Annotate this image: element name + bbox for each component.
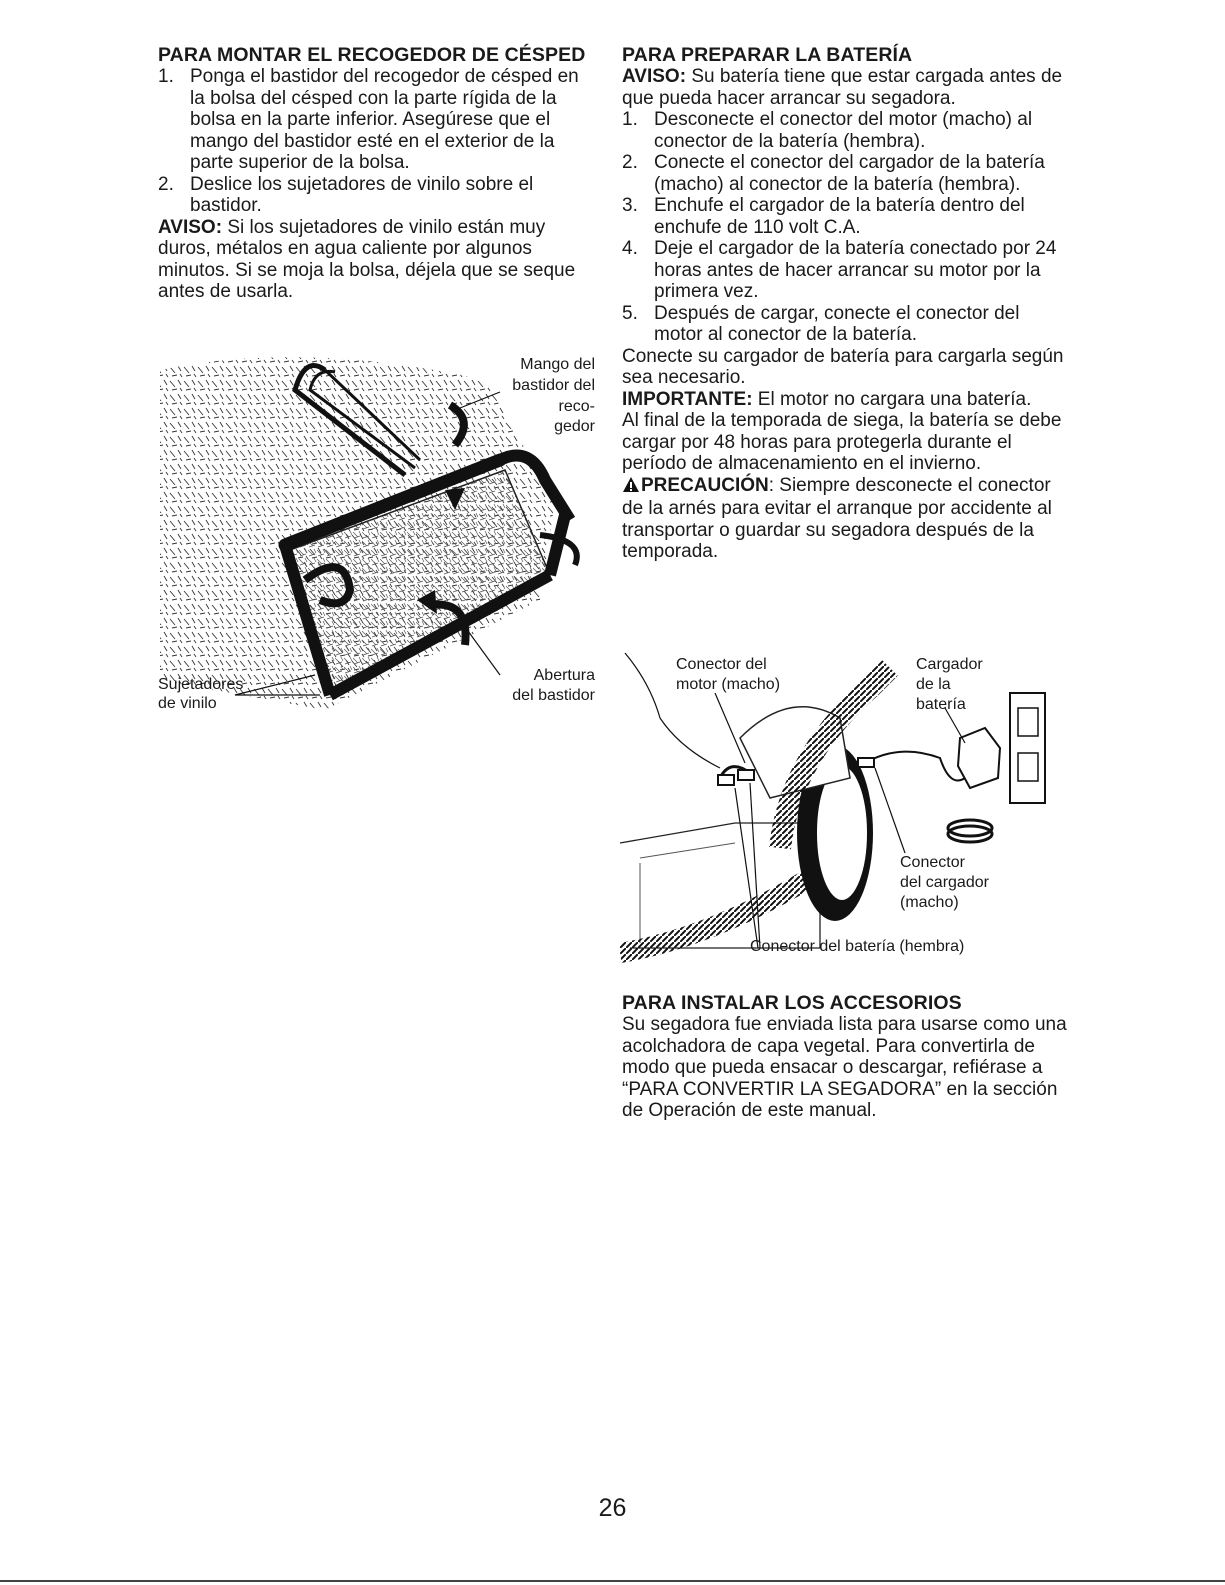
- important-label: IMPORTANTE:: [622, 388, 753, 410]
- battery-steps: [622, 109, 1072, 346]
- svg-text:(macho): (macho): [900, 894, 959, 911]
- list-item: 5. Después de cargar, conecte el conector del motor al conector de la batería.: [622, 302, 1020, 345]
- notice-paragraph: AVISO: Su batería tiene que estar cargada antes de que pueda hacer arrancar su segadora.: [622, 66, 1063, 109]
- svg-text:bastidor del: bastidor del: [512, 377, 595, 394]
- notice-paragraph: AVISO: Si los sujetadores de vinilo están muy duros, métalos en agua caliente por algunos minutos. Si se moja la bolsa, déjela que se seque antes de usarla.: [158, 216, 576, 302]
- season-paragraph: Al final de la temporada de siega, la batería se debe cargar por 48 horas para protegerla durante el período de almacenamiento en el invierno.: [622, 410, 1062, 474]
- section-heading-grass-catcher: PARA MONTAR EL RECOGEDOR DE CÉSPED: [158, 44, 586, 66]
- svg-text:de vinilo: de vinilo: [158, 695, 217, 712]
- notice-label: AVISO:: [622, 66, 687, 87]
- label-battery-connector: Conector del batería (hembra): [750, 938, 965, 955]
- caution-label: PRECAUCIÓN: [641, 474, 769, 496]
- battery-connector-illustration: [620, 648, 1060, 978]
- list-item: 1. Desconecte el conector del motor (macho) al conector de la batería (hembra).: [622, 109, 1033, 152]
- bottom-rule: [0, 1580, 1225, 1582]
- list-item: 1. Ponga el bastidor del recogedor de césped en la bolsa del césped con la parte rígida de la bolsa en la parte inferior. Asegúrese que el mango del bastidor esté en el exterior de la parte superior de la bolsa.: [158, 66, 579, 173]
- section-heading-battery: PARA PREPARAR LA BATERÍA: [622, 44, 913, 66]
- label-handle: Mango del: [520, 356, 595, 373]
- svg-text:del cargador: del cargador: [900, 874, 989, 891]
- svg-text:gedor: gedor: [554, 418, 595, 435]
- label-battery-charger: Cargador: [916, 656, 983, 673]
- charge-note: Conecte su cargador de batería para cargarla según sea necesario.: [622, 345, 1064, 388]
- svg-text:del bastidor: del bastidor: [512, 687, 595, 704]
- list-item: 2. Deslice los sujetadores de vinilo sobre el bastidor.: [158, 173, 534, 216]
- svg-text:batería: batería: [916, 696, 966, 713]
- notice-label: AVISO:: [158, 216, 223, 238]
- svg-text:reco-: reco-: [558, 398, 595, 415]
- accessories-section: [622, 992, 1072, 1122]
- grass-catcher-illustration: [155, 350, 600, 725]
- label-charger-connector: Conector: [900, 854, 965, 871]
- page-number: 26: [598, 1494, 627, 1522]
- label-motor-connector: Conector del: [676, 656, 767, 673]
- important-paragraph: IMPORTANTE: El motor no cargara una batería.: [622, 388, 1032, 410]
- svg-text:de la: de la: [916, 676, 951, 693]
- list-item: 3. Enchufe el cargador de la batería dentro del enchufe de 110 volt C.A.: [622, 195, 1025, 238]
- label-vinyl-clips: Sujetadores: [158, 676, 244, 693]
- section-heading-accessories: PARA INSTALAR LOS ACCESORIOS: [622, 992, 962, 1014]
- grass-catcher-steps: [158, 66, 598, 217]
- caution-paragraph: PRECAUCIÓN: Siempre desconecte el conector de la arnés para evitar el arranque por accidente al transportar o guardar su segadora después de la temporada.: [622, 474, 1052, 562]
- right-column: [622, 44, 1072, 563]
- left-column: [158, 44, 598, 303]
- warning-triangle-icon: [622, 476, 640, 499]
- accessories-paragraph: Su segadora fue enviada lista para usarse como una acolchadora de capa vegetal. Para convertirla de modo que pueda ensacar o descargar, refiérase a “PARA CONVERTIR LA SEGADORA” en la sección de Operación de este manual.: [622, 1014, 1067, 1121]
- list-item: 4. Deje el cargador de la batería conectado por 24 horas antes de hacer arrancar su motor por la primera vez.: [622, 238, 1057, 302]
- label-frame-opening: Abertura: [533, 667, 595, 684]
- svg-text:motor (macho): motor (macho): [676, 676, 781, 693]
- list-item: 2. Conecte el conector del cargador de la batería (macho) al conector de la batería (hembra).: [622, 152, 1045, 195]
